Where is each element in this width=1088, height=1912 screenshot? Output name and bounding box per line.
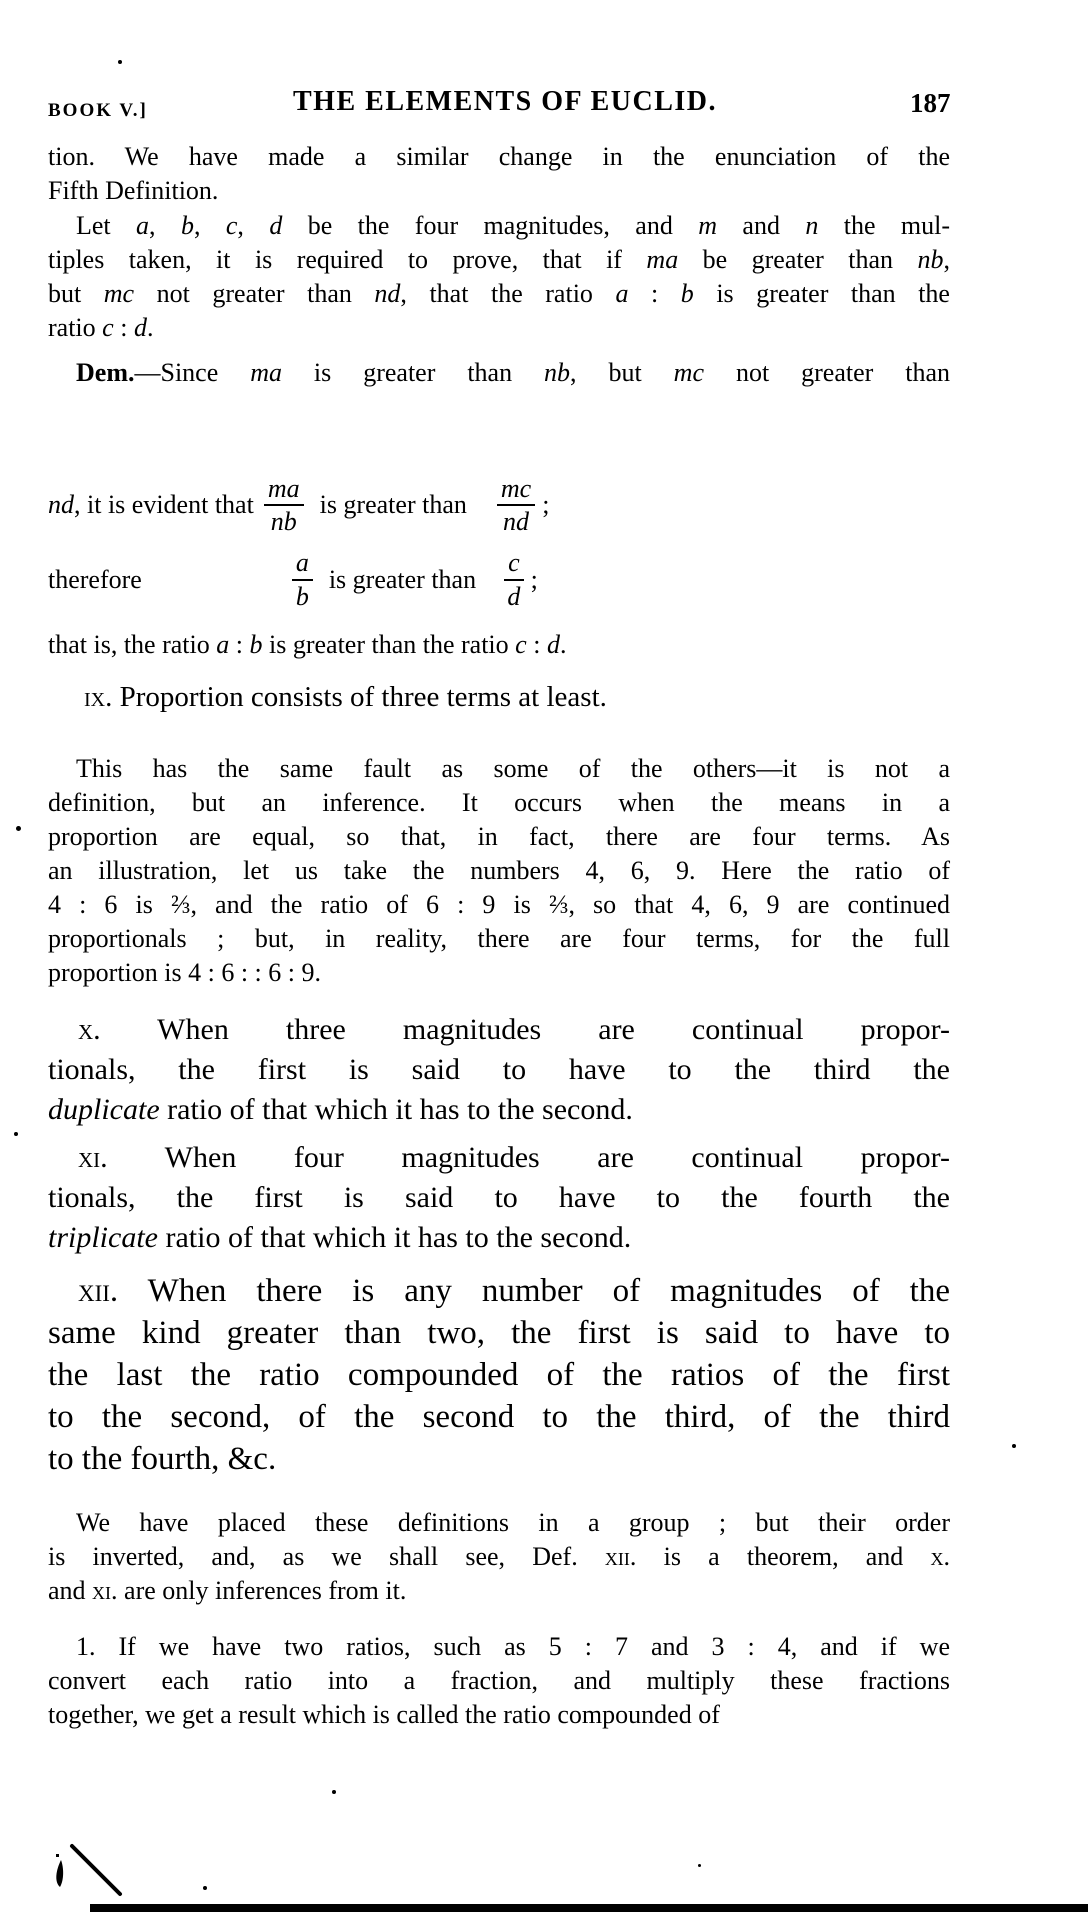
text-line: tiples taken, it is required to prove, that if ma be greater than nb,	[48, 245, 950, 274]
ink-speck	[332, 1790, 336, 1794]
text-line: xii. When there is any number of magnitudes of the	[78, 1273, 950, 1309]
text-line: tion. We have made a similar change in the enunciation of the	[48, 142, 950, 171]
text-line: same kind greater than two, the first is said to have to	[48, 1315, 950, 1351]
text-line: This has the same fault as some of the others—it is not a	[76, 754, 950, 783]
pen-mark	[50, 1840, 128, 1900]
ink-speck	[203, 1886, 207, 1890]
paragraph-setup	[48, 209, 950, 345]
text-line: is inverted, and, as we shall see, Def. xii. is a theorem, and x.	[48, 1542, 950, 1571]
text-line: definition, but an inference. It occurs when the means in a	[48, 788, 950, 817]
ink-speck	[118, 60, 122, 64]
text-line: an illustration, let us take the numbers 4, 6, 9. Here the ratio of	[48, 856, 950, 885]
text-line: We have placed these definitions in a group ; but their order	[76, 1508, 950, 1537]
group-note	[48, 1506, 950, 1608]
text-line: triplicate ratio of that which it has to the second.	[48, 1221, 632, 1254]
commentary-ix	[48, 752, 950, 990]
text-line: Fifth Definition.	[48, 176, 219, 205]
text-line: x. When three magnitudes are continual propor-	[78, 1013, 950, 1046]
text-line: together, we get a result which is called the ratio compounded of	[48, 1700, 720, 1729]
text-line: to the second, of the second to the third, of the third	[48, 1399, 950, 1435]
fraction-c-d: $\frac{c}{d}$	[504, 548, 524, 610]
dem-conclusion-line: that is, the ratio a : b is greater than the ratio c : d.	[48, 630, 567, 659]
equation-text: is greater than	[328, 564, 477, 594]
definition-x	[48, 1010, 950, 1130]
text-line: and xi. are only inferences from it.	[48, 1576, 407, 1605]
text-line: the last the ratio compounded of the ratios of the first	[48, 1357, 950, 1393]
equation-text: nd, it is evident that	[48, 490, 254, 519]
definition-xi	[48, 1138, 950, 1258]
ink-speck	[1012, 1444, 1016, 1448]
book-label: BOOK V.]	[48, 100, 148, 121]
text-line: tionals, the first is said to have to the third the	[48, 1053, 950, 1086]
fraction-a-b: $\frac{a}{b}$	[292, 548, 313, 610]
equation-line-therefore	[48, 532, 950, 627]
text-line: tionals, the first is said to have to the fourth the	[48, 1181, 950, 1214]
equation-text: is greater than	[319, 490, 467, 519]
page-number: 187	[910, 88, 951, 118]
text-line: 1. If we have two ratios, such as 5 : 7 and 3 : 4, and if we	[76, 1632, 950, 1661]
paragraph-continuation	[48, 140, 950, 208]
text-line: convert each ratio into a fraction, and multiply these fractions	[48, 1666, 950, 1695]
compound-ratio-paragraph	[48, 1630, 950, 1732]
text-line: duplicate ratio of that which it has to the second.	[48, 1093, 633, 1126]
text-line: proportion is 4 : 6 : : 6 : 9.	[48, 958, 321, 987]
running-title: THE ELEMENTS OF EUCLID.	[293, 86, 717, 117]
ink-speck	[14, 1132, 18, 1136]
fraction-ma-nb: $\frac{ma}{nb}$	[264, 474, 304, 536]
text-line: 4 : 6 is ⅔, and the ratio of 6 : 9 is ⅔, so that 4, 6, 9 are continued	[48, 890, 950, 919]
equation-text: ;	[542, 490, 550, 519]
ink-speck	[16, 826, 21, 831]
definition-ix-heading: ix. Proportion consists of three terms at least.	[84, 681, 607, 713]
dem-opening-line: Dem.—Since ma is greater than nb, but mc not greater than	[76, 358, 950, 387]
text-line: proportionals ; but, in reality, there are four terms, for the full	[48, 924, 950, 953]
text-line: xi. When four magnitudes are continual propor-	[78, 1141, 950, 1174]
scan-edge-bar	[90, 1904, 1088, 1912]
text-line: proportion are equal, so that, in fact, there are four terms. As	[48, 822, 950, 851]
text-line: but mc not greater than nd, that the ratio a : b is greater than the	[48, 279, 950, 308]
equation-text: ;	[530, 564, 538, 594]
ink-speck	[698, 1864, 701, 1867]
text-line: to the fourth, &c.	[48, 1441, 277, 1477]
text-line: ratio c : d.	[48, 313, 154, 342]
definition-xii	[48, 1270, 950, 1480]
fraction-mc-nd: $\frac{mc}{nd}$	[497, 474, 535, 536]
equation-text: therefore	[48, 564, 142, 594]
text-line: Let a, b, c, d be the four magnitudes, and m and n the mul-	[76, 211, 951, 240]
